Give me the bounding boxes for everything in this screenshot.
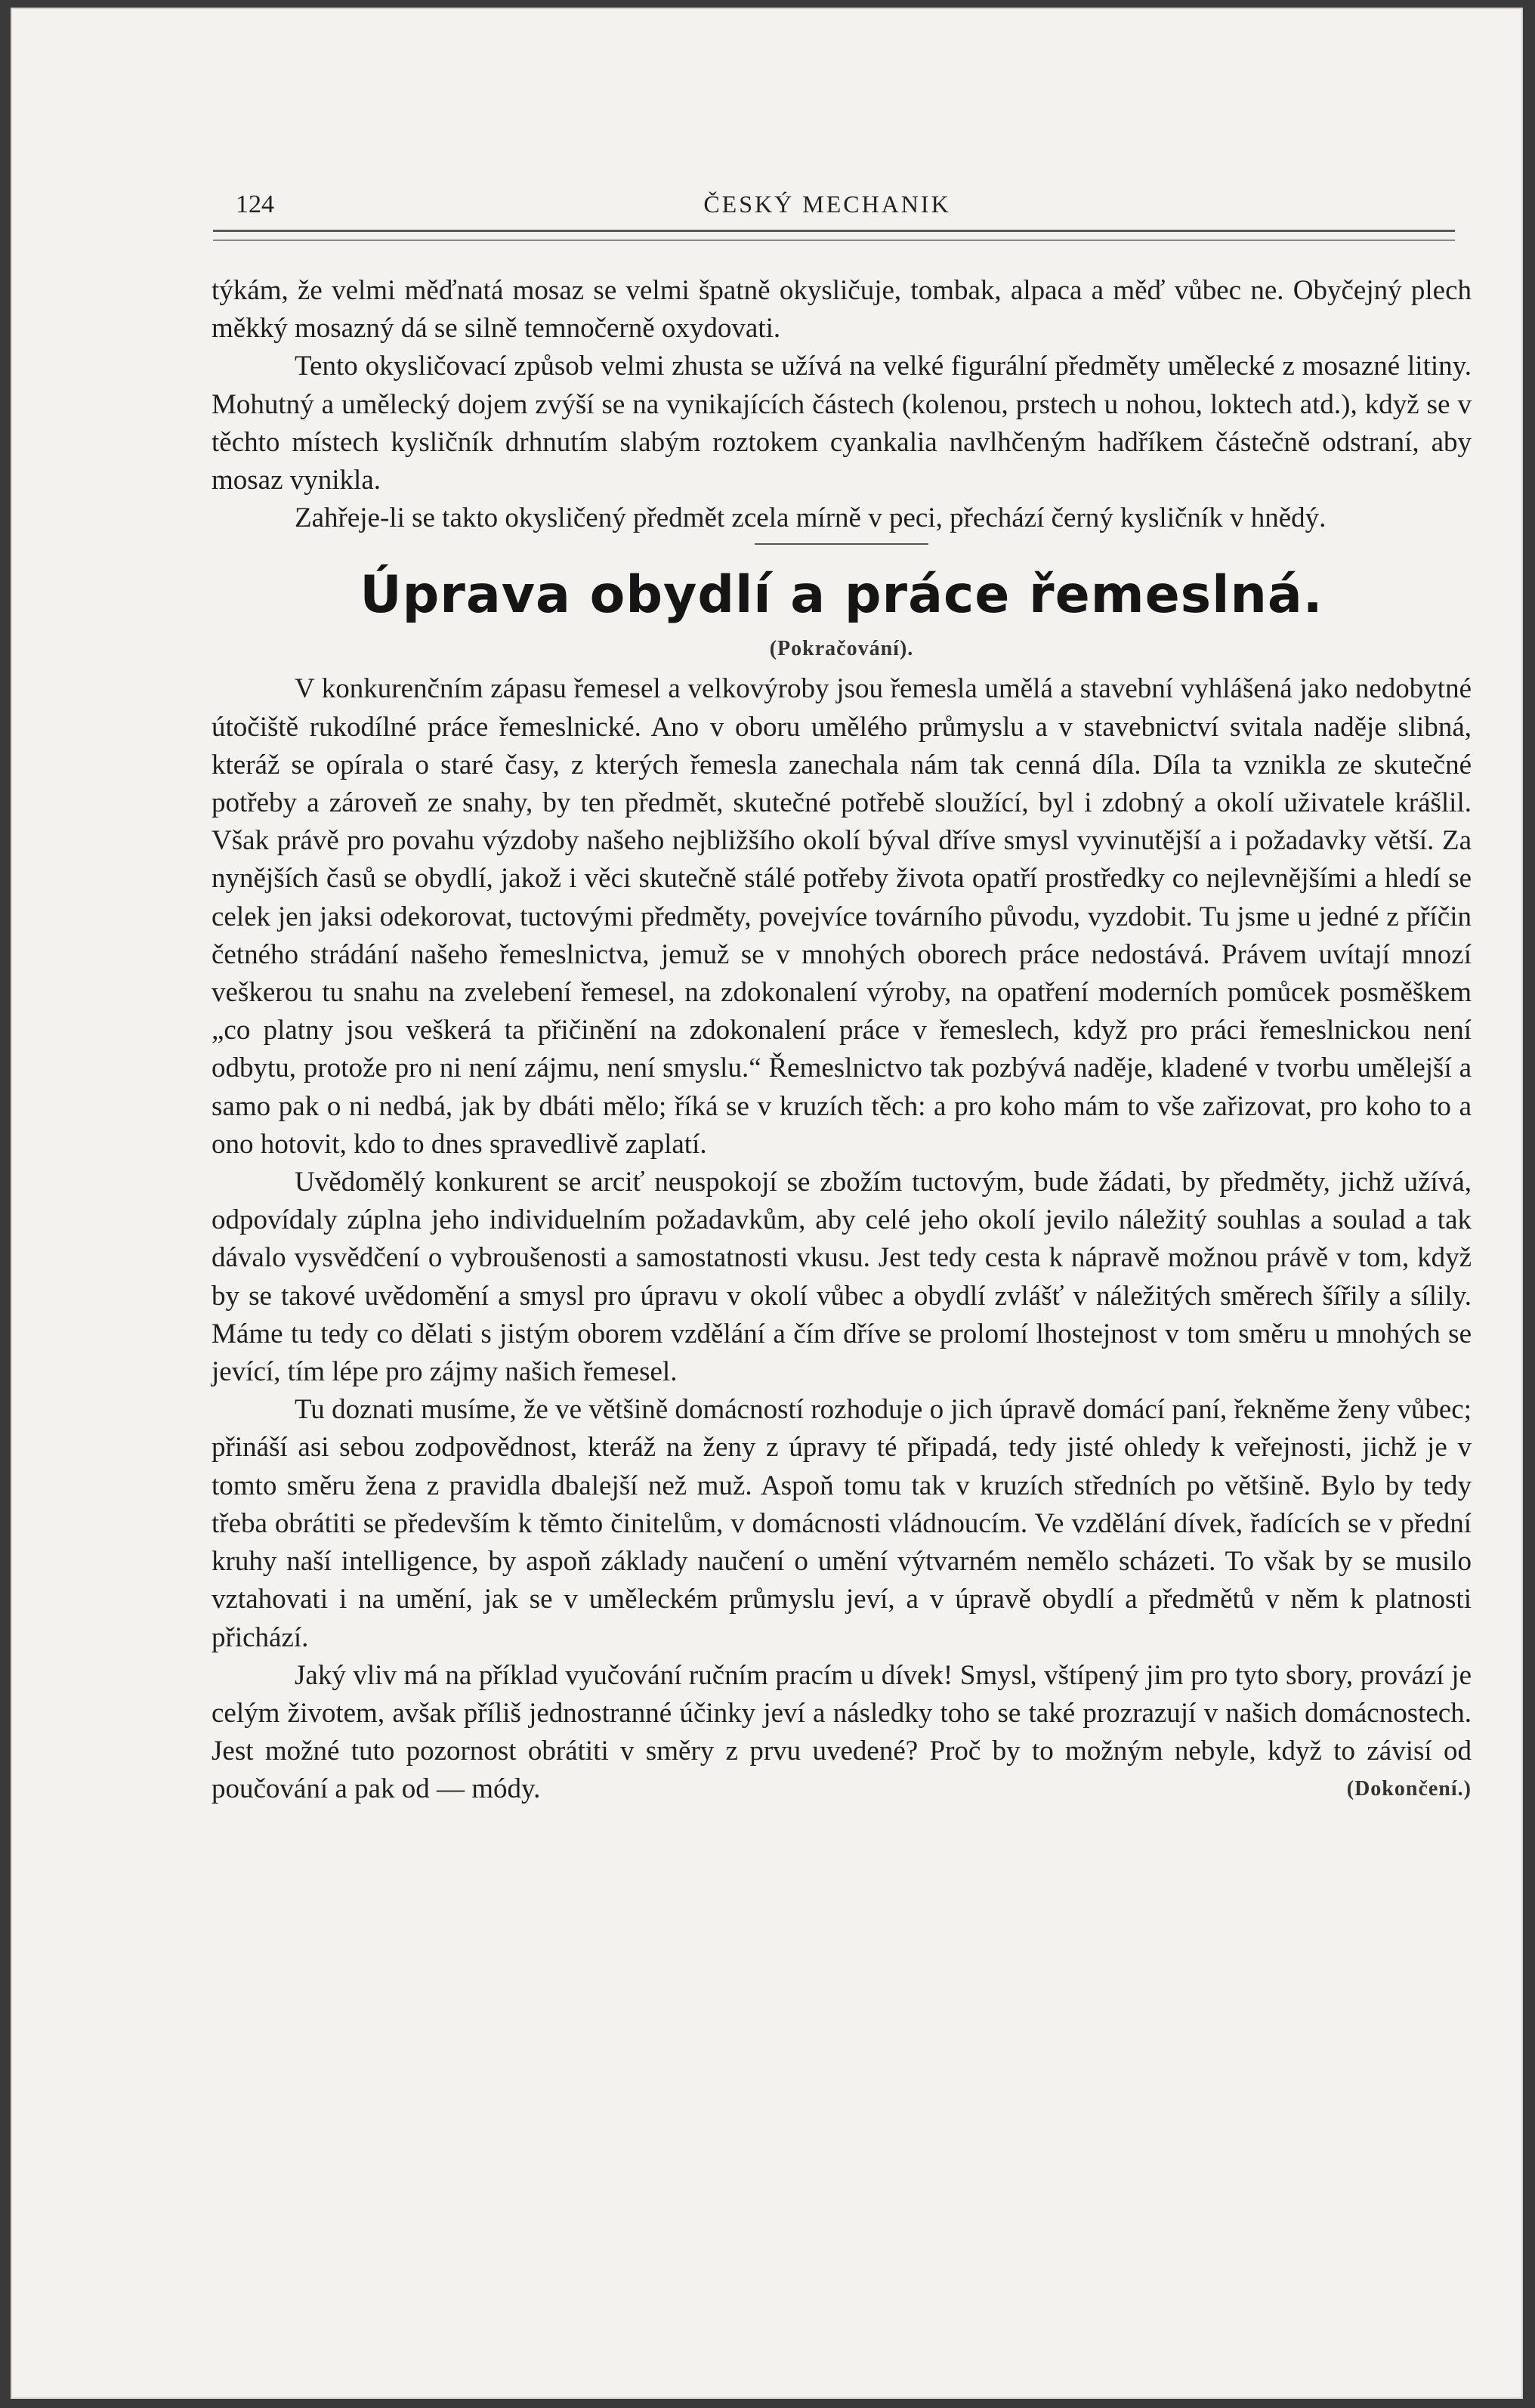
intro-paragraph: Zahřeje-li se takto okysličený předmět zcela mírně v peci, přechází černý kysličník v hnědý. <box>295 502 1327 534</box>
article-paragraph: V konkurenčním zápasu řemesel a velkovýroby jsou řemesla umělá a stavební vyhlášená jako nedobytné útočiště rukodílné práce řemeslnické. Ano v oboru umělého průmyslu a v stavebnictví svitala naděje slibná, kteráž se opírala o staré časy, z kterých řemesla zanechala nám tak cenná díla. Díla ta vznikla ze skutečné potřeby a zároveň ze snahy, by ten předmět, skutečné potřebě sloužící, byl i zdobný a okolí uživatele krášlil. Však právě pro povahu výzdoby našeho nejbližšího okolí býval dříve smysl vyvinutější a i požadavky větší. Za nynějších časů se obydlí, jakož i věci skutečně stálé potřeby života opatří prostředky co nejlevnějšími a hledí se celek jen jaksi odekorovat, tuctovými předměty, povejvíce továrního původu, vyzdobit. Tu jsme u jedné z příčin četného strádání našeho řemeslnictva, jemuž se v mnohých oborech práce nedostává. Právem uvítají mnozí veškerou tu snahu na zvelebení řemesel, na zdokonalení výroby, na opatření moderních pomůcek posměškem „co platny jsou veškerá ta přičinění na zdokonalení práce v řemeslech, když pro práci řemeslnickou není odbytu, protože pro ni není zájmu, není smyslu.“ Řemeslnictvo tak pozbývá naděje, kladené v tvorbu umělejší a samo pak o ni nedbá, jak by dbáti mělo; říká se v kruzích těch: a pro koho mám to vše zařizovat, pro koho to a ono hotovit, kdo to dnes spravedlivě zaplatí. <box>212 673 1472 1160</box>
section-divider <box>755 543 928 545</box>
page <box>11 8 1523 2399</box>
article-title: Úprava obydlí a práce řemeslná. <box>360 565 1323 626</box>
article-paragraph <box>212 1657 1472 1809</box>
article-paragraph: Tu doznati musíme, že ve většině domácností rozhoduje o jich úpravě domácí paní, řekněme ženy vůbec; přináší asi sebou zodpovědnost, kteráž na ženy z úpravy té připadá, tedy jisté ohledy k veřejnosti, jichž je v tomto směru žena z pravidla dbalejší než muž. Aspoň tomu tak v kruzích středních po většině. Bylo by tedy třeba obrátiti se především k těmto činitelům, v domácnosti vládnoucím. Ve vzdělání dívek, řadících se v přední kruhy naší intelligence, by aspoň základy naučení o umění výtvarném nemělo scházeti. To však by se musilo vztahovati i na umění, jak se v uměleckém průmyslu jeví, a v úpravě obydlí a předmětů v něm k platnosti přichází. <box>212 1394 1472 1653</box>
page-header <box>213 186 1441 224</box>
continuation-note: (Dokončení.) <box>1346 1777 1472 1801</box>
intro-paragraph: Tento okysličovací způsob velmi zhusta se užívá na velké figurální předměty umělecké z mosazné litiny. Mohutný a umělecký dojem zvýší se na vynikajících částech (kolenou, prstech u nohou, loktech atd.), když se v těchto místech kysličník drhnutím slabým roztokem cyankalia navlhčeným hadříkem částečně odstraní, aby mosaz vynikla. <box>212 351 1472 496</box>
header-rule <box>213 230 1455 241</box>
running-title: ČESKÝ MECHANIK <box>703 190 951 218</box>
article-paragraph: Uvědomělý konkurent se arciť neuspokojí se zbožím tuctovým, bude žádati, by předměty, jichž užívá, odpovídaly zúplna jeho individuelním požadavkům, aby celé jeho okolí jevilo náležitý souhlas a soulad a tak dávalo vysvědčení o vybroušenosti a samostatnosti vkusu. Jest tedy cesta k nápravě možnou právě v tom, když by se takové uvědomění a smysl pro úpravu v okolí vůbec a obydlí zvlášť v náležitých směrech šířily a sílily. Máme tu tedy co dělati s jistým oborem vzdělání a čím dříve se prolomí lhostejnost v tom směru u mnohých se jevící, tím lépe pro zájmy našich řemesel. <box>212 1167 1472 1388</box>
intro-paragraph: týkám, že velmi měďnatá mosaz se velmi špatně okysličuje, tombak, alpaca a měď vůbec ne. Obyčejný plech měkký mosazný dá se silně temnočerně oxydovati. <box>212 275 1472 345</box>
page-body <box>212 272 1472 1809</box>
page-number: 124 <box>236 190 274 218</box>
article-paragraph-text: Jaký vliv má na příklad vyučování ručním pracím u dívek! Smysl, vštípený jim pro tyto sbory, provází je celým životem, avšak příliš jednostranné účinky jeví a následky toho se také prozrazují v našich domácnostech. Jest možné tuto pozornost obrátiti v směry z prvu uvedené? Proč by to možným nebyle, když to závisí od poučování a pak od — módy. <box>212 1659 1472 1805</box>
article-subtitle: (Pokračování). <box>769 637 914 661</box>
